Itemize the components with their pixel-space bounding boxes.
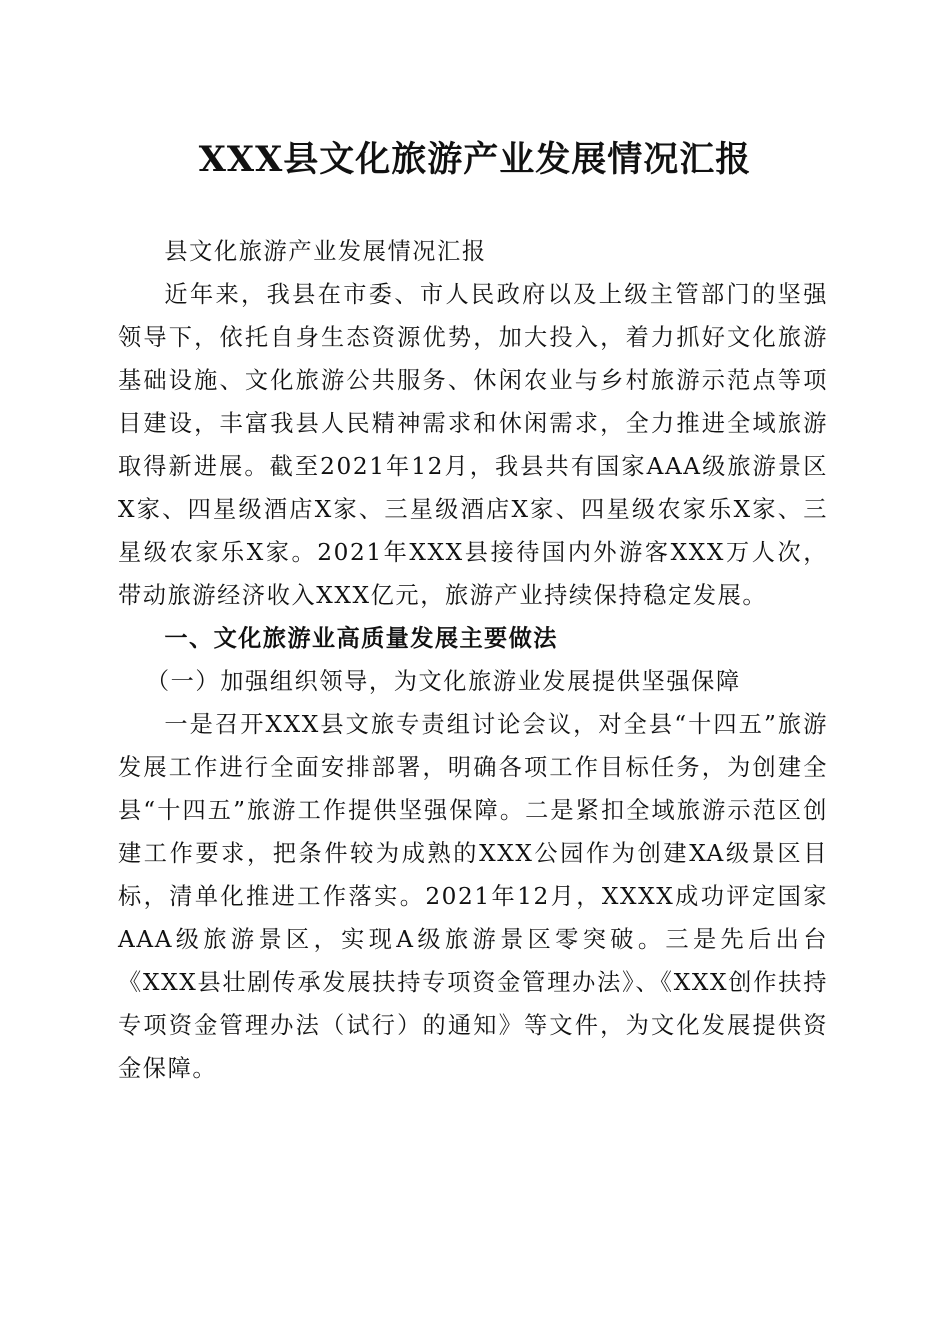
section-paragraph: 一是召开XXX县文旅专责组讨论会议，对全县“十四五”旅游发展工作进行全面安排部署，明确各项工作目标任务，为创建全县“十四五”旅游工作提供坚强保障。二是紧扣全域旅游示范区创建工作要求，把条件较为成熟的XXX公园作为创建XA级景区目标，清单化推进工作落实。2021年12月，XXXX成功评定国家AAA级旅游景区，实现A级旅游景区零突破。三是先后出台《XXX县壮剧传承发展扶持专项资金管理办法》、《XXX创作扶持专项资金管理办法（试行）的通知》等文件，为文化发展提供资金保障。 [118, 711, 828, 1082]
intro-paragraph: 近年来，我县在市委、市人民政府以及上级主管部门的坚强领导下，依托自身生态资源优势，加大投入，着力抓好文化旅游基础设施、文化旅游公共服务、休闲农业与乡村旅游示范点等项目建设，丰富我县人民精神需求和休闲需求，全力推进全域旅游取得新进展。截至2021年12月，我县共有国家AAA级旅游景区X家、四星级酒店X家、三星级酒店X家、四星级农家乐X家、三星级农家乐X家。2021年XXX县接待国内外游客XXX万人次，带动旅游经济收入XXX亿元，旅游产业持续保持稳定发展。 [118, 281, 828, 609]
section-heading: 一、文化旅游业高质量发展主要做法 [164, 625, 558, 652]
subtitle-paragraph: 县文化旅游产业发展情况汇报 [164, 238, 487, 265]
document-body [118, 230, 828, 1090]
document-title: XXX县文化旅游产业发展情况汇报 [198, 139, 752, 180]
subsection-heading: （一）加强组织领导，为文化旅游业发展提供坚强保障 [145, 668, 741, 695]
